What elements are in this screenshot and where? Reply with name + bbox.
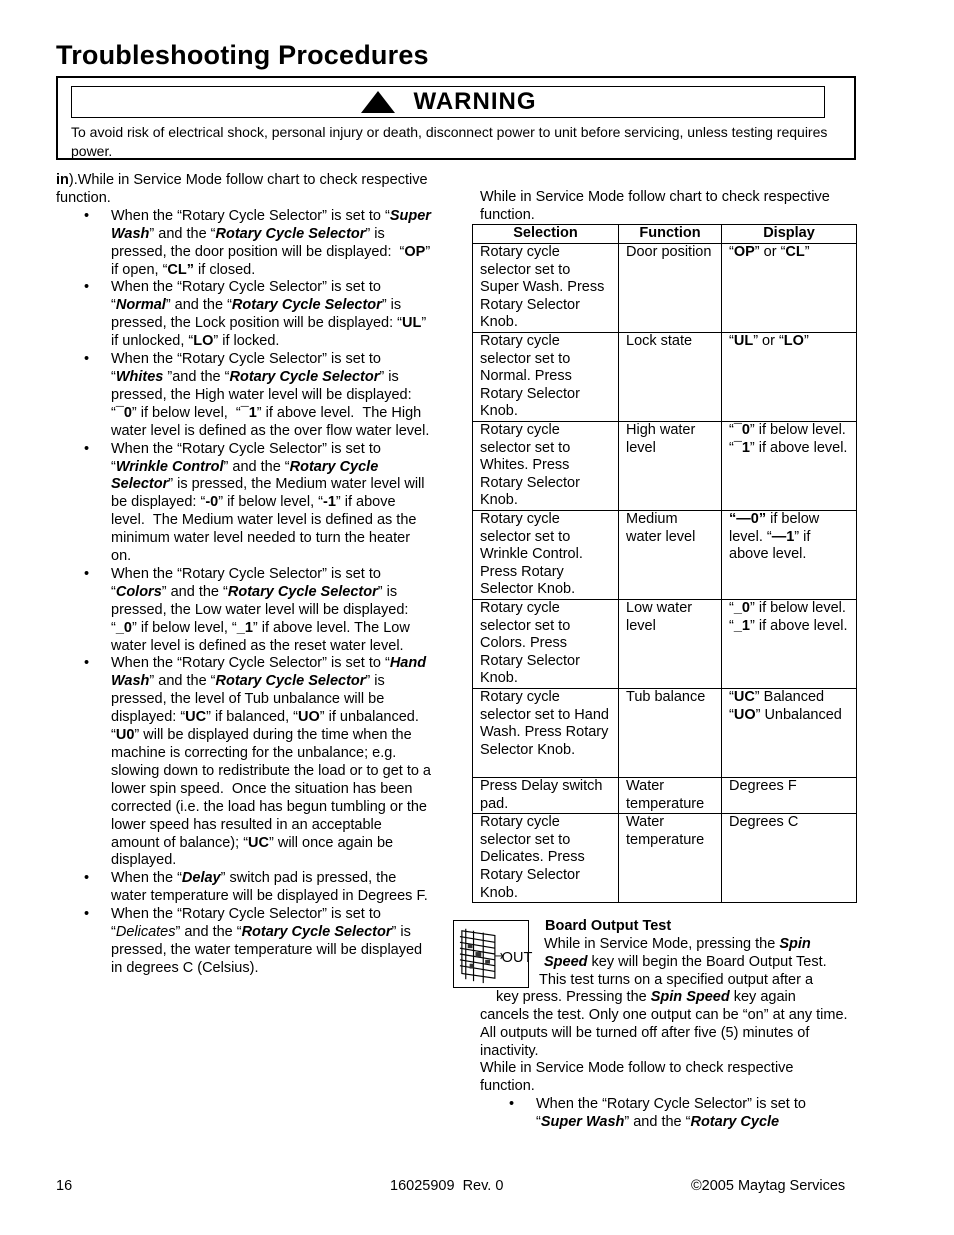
- list-item-wrinkle-control: • When the “Rotary Cycle Selector” is set to “Wrinkle Control” and the “Rotary Cycle Selector” is pressed, the Medium water level will be displayed: “-0” if below level, “-1” if above level. The Medium water level is defined as the minimum water level needed to turn the heater on.: [111, 441, 432, 566]
- table-row: [473, 244, 857, 333]
- display-cell: [722, 422, 857, 511]
- table-row: [473, 777, 857, 813]
- table-row: [473, 511, 857, 600]
- display-text: CL: [785, 244, 805, 260]
- table-row: [473, 814, 857, 903]
- selection-cell: Rotary cycle selector set to Hand Wash. Press Rotary Selector Knob.: [473, 688, 619, 777]
- display-cell: [722, 599, 857, 688]
- function-cell: Lock state: [619, 333, 722, 422]
- bullet-icon: •: [509, 1096, 515, 1112]
- selection-cell: Rotary cycle selector set to Delicates. Press Rotary Selector Knob.: [473, 814, 619, 903]
- function-cell: Medium water level: [619, 511, 722, 600]
- left-column: [56, 172, 432, 978]
- display-text: ” or “: [753, 333, 784, 349]
- column-header-display: Display: [722, 225, 857, 244]
- page-number: 16: [56, 1178, 73, 1194]
- display-text: ” if above level.: [749, 617, 848, 634]
- table-row: [473, 599, 857, 688]
- display-text: UO: [733, 706, 756, 723]
- display-text: LO: [783, 333, 804, 349]
- display-text: if below level. “: [729, 511, 820, 545]
- board-output-icon: [453, 920, 533, 988]
- function-cell: Door position: [619, 244, 722, 333]
- function-cell: Low water level: [619, 599, 722, 688]
- board-output-line-4: key press. Pressing the Spin Speed key again: [496, 989, 796, 1005]
- selection-cell: Press Delay switch pad.: [473, 777, 619, 813]
- display-text: Degrees C: [729, 814, 799, 831]
- display-text: Degrees F: [729, 777, 797, 794]
- display-cell: [722, 688, 857, 777]
- display-text: ” if above level.: [749, 439, 848, 456]
- document-number: 16025909 Rev. 0: [390, 1178, 504, 1194]
- board-output-heading: Board Output Test: [545, 918, 672, 934]
- display-text: “: [729, 333, 734, 349]
- display-cell: [722, 814, 857, 903]
- display-text: ¯0: [733, 422, 750, 438]
- function-cell: Water temperature: [619, 777, 722, 813]
- table-row: [473, 688, 857, 777]
- display-text: —1: [771, 528, 795, 545]
- display-text: _0: [733, 599, 750, 616]
- warning-title: WARNING: [413, 88, 537, 115]
- board-output-line-2: Speed key will begin the Board Output Test.: [544, 954, 827, 970]
- display-text: ”: [803, 333, 809, 349]
- display-cell: [722, 244, 857, 333]
- display-text: “: [729, 599, 734, 616]
- display-text: ” if below level. “: [729, 422, 846, 456]
- column-header-selection: Selection: [473, 225, 619, 244]
- list-item-colors: • When the “Rotary Cycle Selector” is set to “Colors” and the “Rotary Cycle Selector” is pressed, the Low water level will be displayed: “_0” if below level, “_1” if above level. The Low water level is defined as the reset water level.: [111, 566, 432, 656]
- display-text: ”: [804, 244, 810, 260]
- display-cell: [722, 511, 857, 600]
- warning-triangle-icon: [360, 90, 396, 114]
- list-item-super-wash: • When the “Rotary Cycle Selector” is set to “Super Wash” and the “Rotary Cycle Selector” is pressed, the door position will be displayed: “OP” if open, “CL” if closed.: [111, 208, 432, 280]
- service-mode-list: [56, 208, 432, 978]
- display-text: ¯1: [733, 439, 750, 456]
- display-text: UL: [733, 333, 754, 349]
- table-row: [473, 333, 857, 422]
- list-item-delicates: • When the “Rotary Cycle Selector” is set to “Delicates” and the “Rotary Cycle Selector” is pressed, the water temperature will be displayed in degrees C (Celsius).: [111, 906, 432, 978]
- warning-text: To avoid risk of electrical shock, personal injury or death, disconnect power to unit before servicing, unless testing requires power.: [71, 124, 828, 159]
- list-item-whites: • When the “Rotary Cycle Selector” is set to “Whites ”and the “Rotary Cycle Selector” is pressed, the High water level will be displayed: “¯0” if below level, “¯1” if above level. The High water level is defined as the over flow water level.: [111, 351, 432, 441]
- table-header-row: [473, 225, 857, 244]
- board-output-line-1: While in Service Mode, pressing the Spin: [544, 936, 811, 952]
- table-intro: While in Service Mode follow chart to check respective function.: [480, 189, 830, 223]
- selection-cell: Rotary cycle selector set to Normal. Press Rotary Selector Knob.: [473, 333, 619, 422]
- left-intro: in).While in Service Mode follow chart to check respective function.: [56, 172, 428, 206]
- display-text: ” if above level.: [729, 528, 811, 563]
- table-body: [473, 244, 857, 903]
- display-text: ” or “: [754, 244, 786, 260]
- selection-cell: Rotary cycle selector set to Colors. Press Rotary Selector Knob.: [473, 599, 619, 688]
- list-item-normal: • When the “Rotary Cycle Selector” is set to “Normal” and the “Rotary Cycle Selector” is pressed, the Lock position will be displayed: “UL” if unlocked, “LO” if locked.: [111, 279, 432, 351]
- function-cell: Tub balance: [619, 688, 722, 777]
- display-text: ” if below level. “: [729, 599, 846, 634]
- display-text: “: [729, 688, 734, 705]
- selection-cell: Rotary cycle selector set to Super Wash. Press Rotary Selector Knob.: [473, 244, 619, 333]
- display-text: _1: [733, 617, 750, 634]
- board-output-list-item: • When the “Rotary Cycle Selector” is set to “Super Wash” and the “Rotary Cycle: [509, 1096, 806, 1130]
- display-cell: [722, 333, 857, 422]
- page-title: Troubleshooting Procedures: [56, 40, 429, 70]
- table-row: [473, 422, 857, 511]
- board-output-description: cancels the test. Only one output can be “on” at any time. All outputs will be turned off after five (5) minutes of inactivity.: [480, 1007, 848, 1059]
- display-cell: [722, 777, 857, 813]
- selection-cell: Rotary cycle selector set to Whites. Press Rotary Selector Knob.: [473, 422, 619, 511]
- warning-header: [71, 86, 825, 118]
- display-text: “: [729, 244, 734, 260]
- list-item-hand-wash: • When the “Rotary Cycle Selector” is set to “Hand Wash” and the “Rotary Cycle Selector” is pressed, the level of Tub unbalance will be displayed: “UC” if balanced, “UO” if unbalanced. “U0” will be displayed during the time when the machine is correcting for the unbalance; e.g. slowing down to redistribute the load or to get to a lower spin speed. Once the situation has been corrected (i.e. the load has begun tumbling or the lower speed has resulted in an acceptable amount of balance); “UC” will once again be displayed.: [111, 655, 432, 870]
- display-text: UC: [733, 688, 755, 705]
- warning-box: [56, 76, 856, 160]
- display-text: ” Balanced “: [729, 688, 825, 723]
- list-item-delay: • When the “Delay” switch pad is pressed, the water temperature will be displayed in Degrees F.: [111, 870, 432, 906]
- display-text: “: [729, 422, 734, 438]
- board-output-icon-label: OUT: [501, 949, 533, 966]
- board-output-follow: While in Service Mode follow to check respective function.: [480, 1060, 794, 1094]
- service-mode-table: [472, 224, 857, 903]
- column-header-function: Function: [619, 225, 722, 244]
- display-text: OP: [733, 244, 755, 260]
- copyright: ©2005 Maytag Services: [691, 1178, 846, 1194]
- function-cell: High water level: [619, 422, 722, 511]
- selection-cell: Rotary cycle selector set to Wrinkle Control. Press Rotary Selector Knob.: [473, 511, 619, 600]
- board-output-line-3: This test turns on a specified output after a: [539, 972, 814, 988]
- display-text: ” Unbalanced: [755, 706, 842, 723]
- function-cell: Water temperature: [619, 814, 722, 903]
- display-text: “—0”: [729, 511, 767, 527]
